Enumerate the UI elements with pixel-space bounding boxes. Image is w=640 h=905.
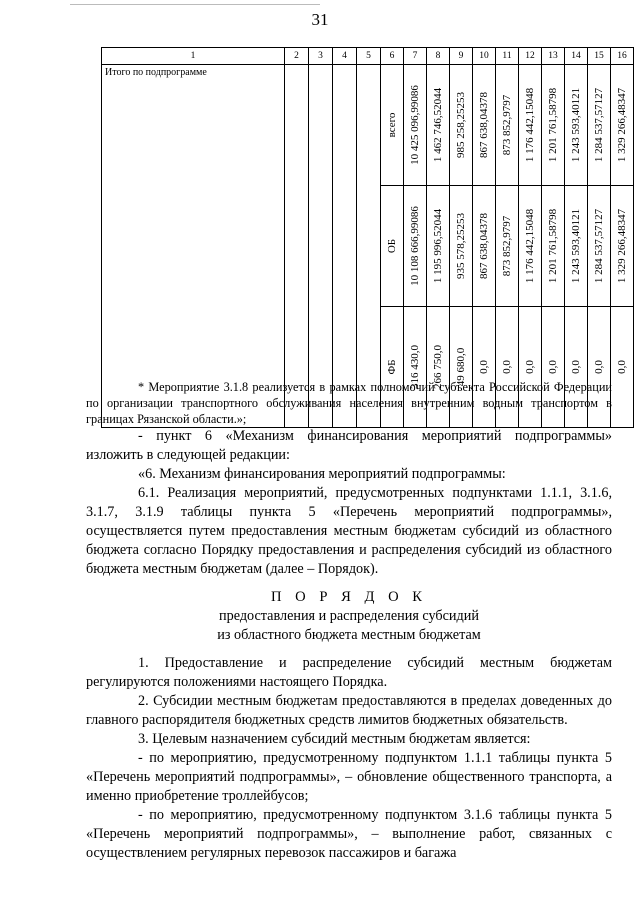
footnote: * Мероприятие 3.1.8 реализуется в рамках полномочий субъекта Российской Федерации по организации транспортного обслуживания населения внутренним водным транспортом в границах Рязанской области.»;: [86, 380, 612, 426]
table-cell-empty: [357, 65, 381, 428]
value-text: 1 462 746,52044: [432, 87, 444, 163]
table-header-cell: 12: [519, 48, 542, 65]
table-header-cell: 10: [473, 48, 496, 65]
paragraph-item-3-bullet-2: - по мероприятию, предусмотренному подпунктом 3.1.6 таблицы пункта 5 «Перечень мероприятий подпрограммы», – выполнение работ, связанных с осуществлением регулярных перевозок пассажиров и багажа: [86, 807, 612, 861]
value-cell: [611, 307, 634, 428]
value-text: 1 201 761,58798: [547, 208, 559, 284]
document-subtitle-line-1: предоставления и распределения субсидий: [219, 608, 479, 624]
value-text: 985 258,25253: [455, 92, 467, 158]
table-header-cell: 13: [542, 48, 565, 65]
table-header-cell: 5: [357, 48, 381, 65]
table-header-cell: 11: [496, 48, 519, 65]
value-text: 0,0: [593, 360, 605, 374]
value-cell: [542, 65, 565, 186]
value-text: 1 176 442,15048: [524, 208, 536, 284]
value-cell: [450, 186, 473, 307]
value-text: 1 176 442,15048: [524, 87, 536, 163]
value-text: 1 284 537,57127: [593, 87, 605, 163]
body-text: [86, 427, 612, 863]
value-cell: [565, 186, 588, 307]
value-text: 10 108 666,99086: [409, 206, 421, 286]
document-subtitle-line-2: из областного бюджета местным бюджетам: [217, 627, 481, 643]
value-cell: [427, 65, 450, 186]
table-header-cell: 15: [588, 48, 611, 65]
value-text: 867 638,04378: [478, 92, 490, 158]
value-cell: [611, 65, 634, 186]
value-cell: [496, 65, 519, 186]
table-cell-empty: [333, 65, 357, 428]
value-cell: [496, 186, 519, 307]
footnote-block: [86, 379, 612, 427]
table-header-cell: 3: [309, 48, 333, 65]
row-label: всего: [386, 112, 398, 138]
value-cell: [588, 186, 611, 307]
value-text: 1 195 996,52044: [432, 208, 444, 284]
table-header-cell: 4: [333, 48, 357, 65]
value-cell: [519, 186, 542, 307]
table-header-cell: 6: [381, 48, 404, 65]
value-cell: [565, 65, 588, 186]
value-text: 10 425 096,99086: [409, 85, 421, 165]
table-header-cell: 7: [404, 48, 427, 65]
value-text: 0,0: [547, 360, 559, 374]
row-label: ФБ: [386, 359, 398, 375]
document-title: П О Р Я Д О К: [270, 589, 428, 605]
value-text: 1 201 761,58798: [547, 87, 559, 163]
table-header-cell: 1: [102, 48, 285, 65]
value-cell: [611, 186, 634, 307]
value-text: 49 680,0: [455, 347, 467, 387]
table-header-cell: 16: [611, 48, 634, 65]
value-cell: [404, 65, 427, 186]
value-cell: [473, 65, 496, 186]
table-row-total: [102, 65, 634, 186]
row-label-subprogram-total: Итого по подпрограмме: [102, 65, 285, 428]
value-text: 0,0: [501, 360, 513, 374]
value-text: 1 284 537,57127: [593, 208, 605, 284]
value-text: 1 243 593,40121: [570, 208, 582, 284]
paragraph-item-3: 3. Целевым назначением субсидий местным бюджетам является:: [138, 731, 531, 747]
value-cell: [542, 186, 565, 307]
value-cell: [427, 186, 450, 307]
value-cell: [588, 65, 611, 186]
paragraph-6-1: 6.1. Реализация мероприятий, предусмотренных подпунктами 1.1.1, 3.1.6, 3.1.7, 3.1.9 таблицы пункта 5 «Перечень мероприятий подпрограммы», осуществляется путем предоставления местным бюджетам субсидий из областного бюджета согласно Порядку предоставления и распределения субсидий из областного бюджета местным бюджетам (далее – Порядок).: [86, 485, 612, 577]
table-header-row: [102, 48, 634, 65]
budget-table: [101, 47, 634, 428]
value-cell: [404, 186, 427, 307]
paragraph-item-1: 1. Предоставление и распределение субсидий местным бюджетам регулируются положениями настоящего Порядка.: [86, 655, 612, 690]
paragraph-item-3-bullet-1: - по мероприятию, предусмотренному подпунктом 1.1.1 таблицы пункта 5 «Перечень мероприятий подпрограммы», – обновление общественного транспорта, а именно приобретение троллейбусов;: [86, 750, 612, 804]
paragraph-amendment: - пункт 6 «Механизм финансирования мероприятий подпрограммы» изложить в следующей редакции:: [86, 428, 612, 463]
table-header-cell: 9: [450, 48, 473, 65]
scan-artifact-line: [70, 4, 320, 5]
value-text: 1 243 593,40121: [570, 87, 582, 163]
value-text: 867 638,04378: [478, 213, 490, 279]
value-text: 0,0: [478, 360, 490, 374]
table-cell-empty: [285, 65, 309, 428]
value-text: 316 430,0: [409, 345, 421, 389]
table-header-cell: 14: [565, 48, 588, 65]
value-text: 0,0: [524, 360, 536, 374]
page-number: 31: [311, 10, 329, 29]
value-text: 935 578,25253: [455, 213, 467, 279]
table-header-cell: 8: [427, 48, 450, 65]
row-label-cell: [381, 65, 404, 186]
value-cell: [450, 65, 473, 186]
table-header-cell: 2: [285, 48, 309, 65]
value-text: 1 329 266,48347: [616, 208, 628, 284]
value-text: 0,0: [570, 360, 582, 374]
value-text: 266 750,0: [432, 345, 444, 389]
value-cell: [473, 186, 496, 307]
value-text: 873 852,9797: [501, 94, 513, 156]
table-cell-empty: [309, 65, 333, 428]
value-text: 0,0: [616, 360, 628, 374]
paragraph-section-heading: «6. Механизм финансирования мероприятий подпрограммы:: [138, 466, 506, 482]
value-text: 1 329 266,48347: [616, 87, 628, 163]
value-cell: [519, 65, 542, 186]
row-label: ОБ: [386, 238, 398, 254]
paragraph-item-2: 2. Субсидии местным бюджетам предоставляются в пределах доведенных до главного распорядителя бюджетных средств лимитов бюджетных обязательств.: [86, 693, 612, 728]
row-label-cell: [381, 186, 404, 307]
value-text: 873 852,9797: [501, 215, 513, 277]
